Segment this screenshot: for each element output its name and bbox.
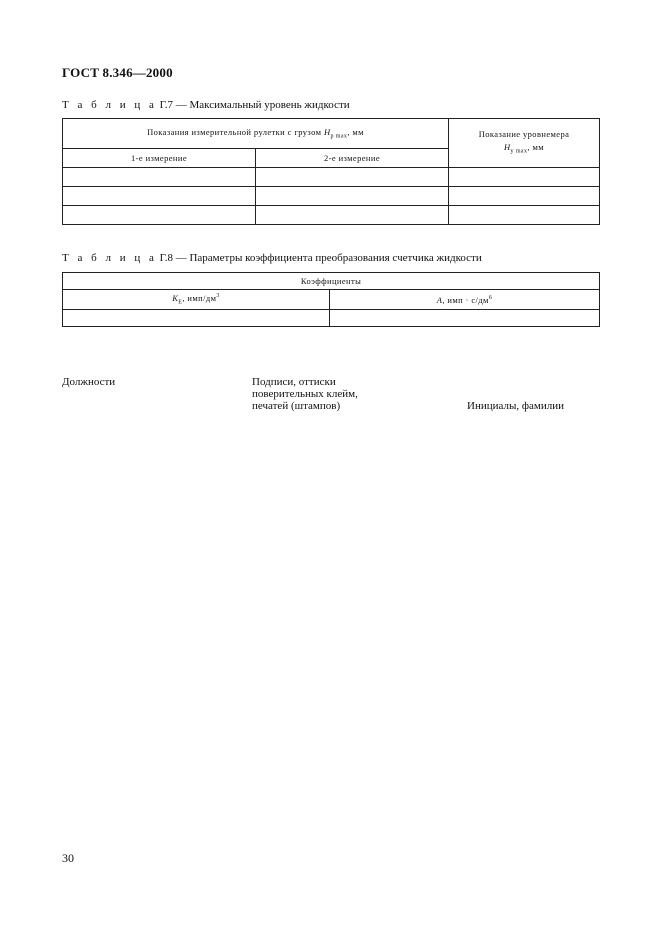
signature-stamps-line2: поверительных клейм, <box>252 388 358 400</box>
table8-col2-unit: , имп · с/дм <box>442 294 489 305</box>
table7-right-header <box>449 119 600 168</box>
table7-caption-prefix: Т а б л и ц а <box>62 99 157 111</box>
page-number: 30 <box>62 851 74 865</box>
table7-right-header-line1: Показание уровнемера <box>478 128 570 139</box>
signature-stamps-line3: печатей (штампов) <box>252 400 341 412</box>
signature-stamps <box>252 376 358 412</box>
table-cell <box>63 168 256 187</box>
table7-group-unit: , мм <box>347 127 364 138</box>
table7-group-header <box>63 119 449 149</box>
table-cell <box>449 168 600 187</box>
table-row <box>63 310 600 327</box>
table8-caption-number: Г.8 <box>159 252 173 264</box>
table-row <box>63 168 600 187</box>
document-header: ГОСТ 8.346—2000 <box>62 65 173 80</box>
table8-col2-unit-sup: 6 <box>488 294 493 301</box>
table-cell <box>256 206 449 225</box>
table8 <box>62 272 600 327</box>
table-cell <box>256 187 449 206</box>
table7-header-row <box>63 119 600 149</box>
table7-group-symbol: H <box>323 127 331 138</box>
table-cell <box>256 168 449 187</box>
table8-col2-header <box>330 290 600 310</box>
table8-col1-symbol-sub: E <box>178 299 183 306</box>
table7-caption-number: Г.7 <box>159 99 173 111</box>
table7 <box>62 118 600 225</box>
table8-caption-text: — Параметры коэффициента преобразования счетчика жидкости <box>175 252 482 264</box>
table7-group-header-text: Показания измерительной рулетки с грузом <box>147 127 322 138</box>
table-row <box>63 187 600 206</box>
table7-group-symbol-sub: p max <box>330 133 348 140</box>
table8-caption-prefix: Т а б л и ц а <box>62 252 157 264</box>
table8-col1-header <box>63 290 330 310</box>
signature-initials: Инициалы, фамилии <box>467 400 564 412</box>
table-row <box>63 206 600 225</box>
table-cell <box>63 310 330 327</box>
table7-right-symbol-sub: y max <box>510 148 528 155</box>
table8-col1-symbol: K <box>172 293 179 304</box>
table8-subheader-row <box>63 290 600 310</box>
table8-header-row <box>63 273 600 290</box>
table-cell <box>330 310 600 327</box>
table7-caption <box>62 99 350 111</box>
table-cell <box>63 206 256 225</box>
table8-col2-symbol: A <box>436 294 443 305</box>
table8-group-header: Коэффициенты <box>63 273 600 290</box>
table-cell <box>449 206 600 225</box>
table7-right-symbol: H <box>504 141 511 152</box>
table8-caption <box>62 252 482 264</box>
table8-col1-unit-sup: 3 <box>216 293 220 300</box>
table8-col1-unit: , имп/дм <box>182 293 217 304</box>
signature-positions: Должности <box>62 376 116 388</box>
table-cell <box>63 187 256 206</box>
table7-caption-text: — Максимальный уровень жидкости <box>175 99 350 111</box>
table7-col2-header: 2-е измерение <box>256 149 449 168</box>
table7-col1-header: 1-е измерение <box>63 149 256 168</box>
signature-stamps-line1: Подписи, оттиски <box>252 376 336 388</box>
table-cell <box>449 187 600 206</box>
table7-right-unit: , мм <box>527 141 544 152</box>
